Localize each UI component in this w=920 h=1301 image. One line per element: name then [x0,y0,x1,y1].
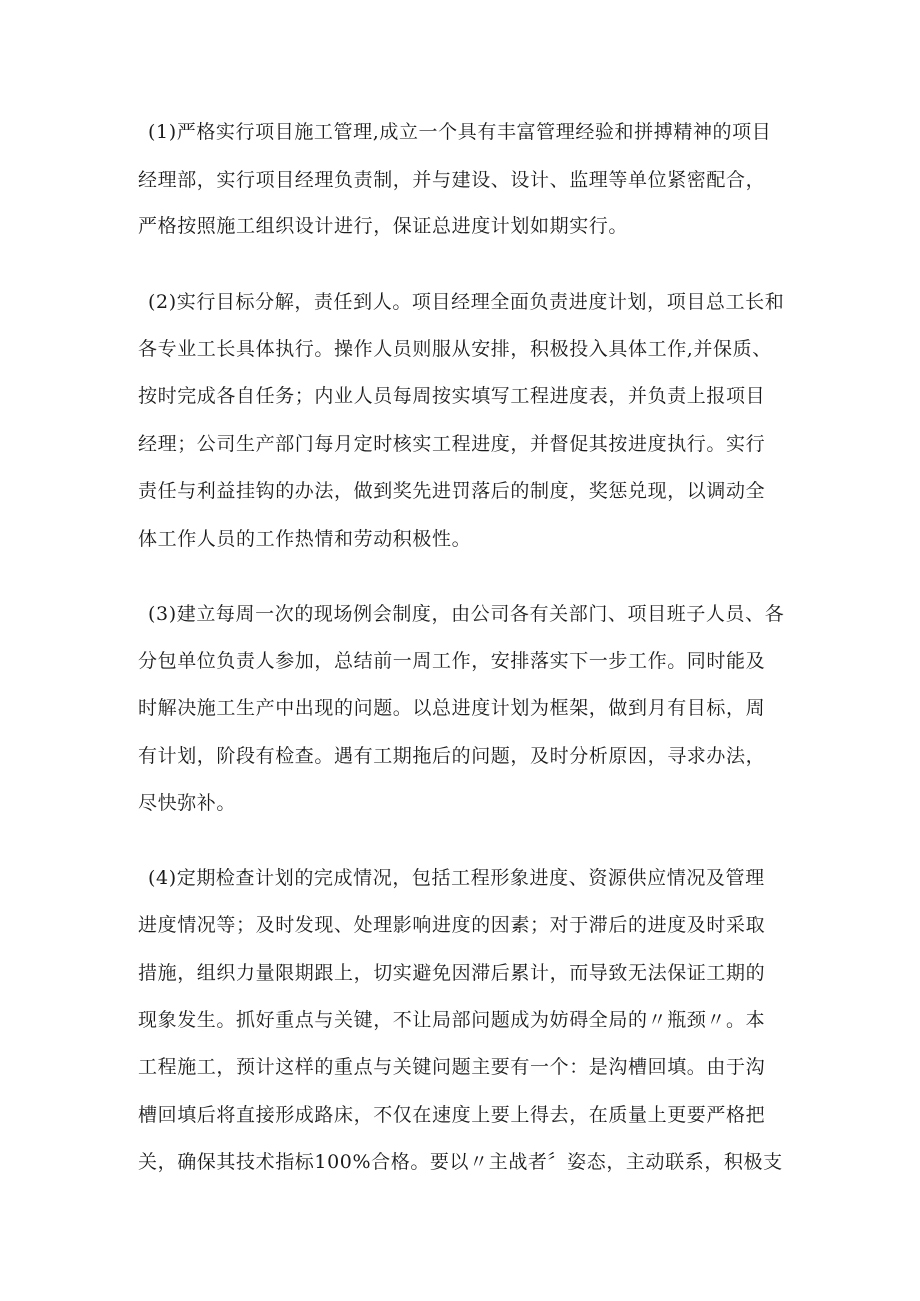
paragraph-line: (1)严格实行项目施工管理,成立一个具有丰富管理经验和拼搏精神的项目 [148,121,772,143]
paragraph-line: 现象发生。抓好重点与关键，不让局部问题成为妨碍全局的〃瓶颈〃。本 [138,1009,766,1031]
paragraph-line: (4)定期检查计划的完成情况，包括工程形象进度、资源供应情况及管理 [148,867,765,889]
paragraph-line: 按时完成各自任务；内业人员每周按实填写工程进度表，并负责上报项目 [138,385,766,407]
paragraph-line: 关，确保其技术指标100%合格。要以〃主战者〞姿态，主动联系，积极支 [138,1151,783,1173]
paragraph-line: 经理；公司生产部门每月定时核实工程进度，并督促其按进度执行。实行 [138,433,766,455]
paragraph-line: 各专业工长具体执行。操作人员则服从安排，积极投入具体工作,并保质、 [138,338,772,360]
paragraph-line: 工程施工，预计这样的重点与关键问题主要有一个：是沟槽回填。由于沟 [138,1056,766,1078]
paragraph-line: (2)实行目标分解，责任到人。项目经理全面负责进度计划，项目总工长和 [148,291,785,313]
paragraph-line: 时解决施工生产中出现的问题。以总进度计划为框架，做到月有目标，周 [138,697,766,719]
paragraph-line: 尽快弥补。 [138,792,237,814]
paragraph-line: (3)建立每周一次的现场例会制度，由公司各有关部门、项目班子人员、各 [148,603,785,625]
paragraph-line: 体工作人员的工作热情和劳动积极性。 [138,528,472,550]
paragraph-line: 分包单位负责人参加，总结前一周工作，安排落实下一步工作。同时能及 [138,650,766,672]
paragraph-line: 措施，组织力量限期跟上，切实避免因滞后累计，而导致无法保证工期的 [138,962,766,984]
paragraph-line: 责任与利益挂钩的办法，做到奖先进罚落后的制度，奖惩兑现，以调动全 [138,480,766,502]
paragraph-line: 严格按照施工组织设计进行，保证总进度计划如期实行。 [138,215,629,237]
paragraph-line: 槽回填后将直接形成路床，不仅在速度上要上得去，在质量上更要严格把 [138,1104,766,1126]
paragraph-line: 有计划，阶段有检查。遇有工期拖后的问题，及时分析原因，寻求办法， [138,745,766,767]
paragraph-line: 经理部，实行项目经理负责制，并与建设、设计、监理等单位紧密配合， [138,169,766,191]
paragraph-line: 进度情况等；及时发现、处理影响进度的因素；对于滞后的进度及时采取 [138,914,766,936]
